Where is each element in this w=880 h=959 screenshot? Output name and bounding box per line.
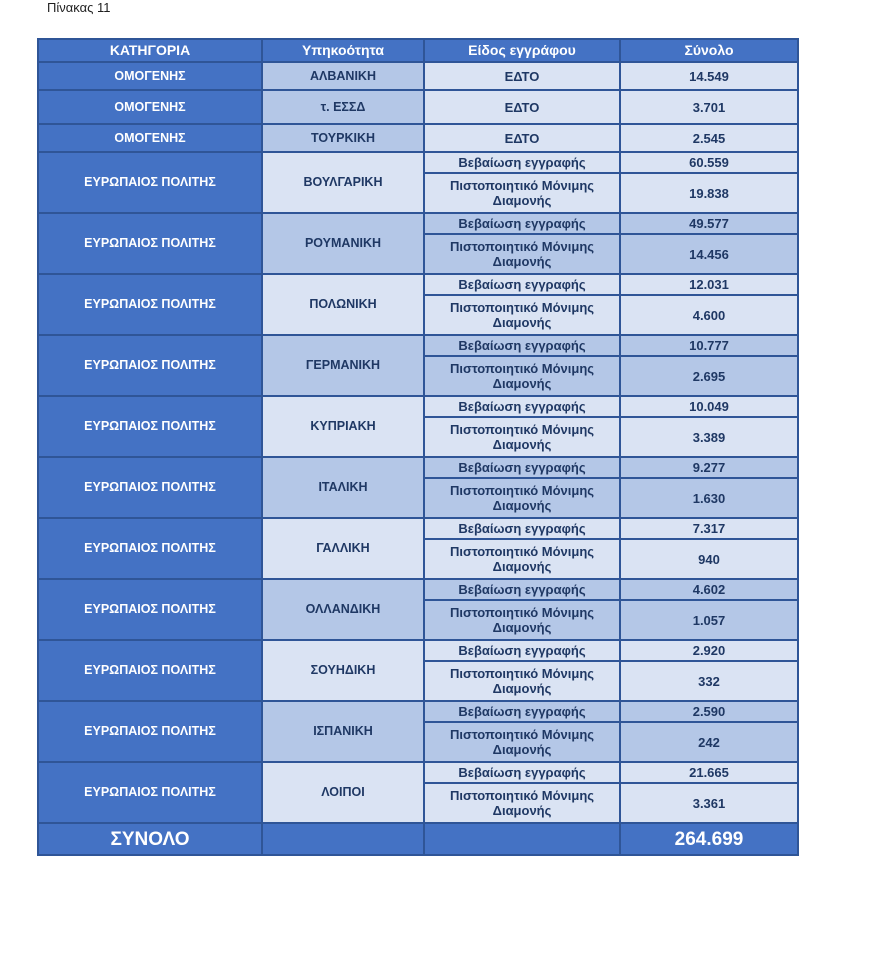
- total-cell: 7.317: [620, 518, 798, 539]
- total-cell: 3.389: [620, 417, 798, 457]
- document-type-cell: Πιστοποιητικό Μόνιμης Διαμονής: [424, 539, 620, 579]
- document-type-cell: Βεβαίωση εγγραφής: [424, 640, 620, 661]
- table-row: [38, 579, 798, 600]
- table-row: [38, 518, 798, 539]
- total-cell: 14.456: [620, 234, 798, 274]
- footer-grand-total: 264.699: [620, 823, 798, 855]
- nationality-cell: ΙΣΠΑΝΙΚΗ: [262, 701, 424, 762]
- total-cell: 14.549: [620, 62, 798, 90]
- document-type-cell: Πιστοποιητικό Μόνιμης Διαμονής: [424, 234, 620, 274]
- category-cell: ΕΥΡΩΠΑΙΟΣ ΠΟΛΙΤΗΣ: [38, 640, 262, 701]
- total-cell: 2.590: [620, 701, 798, 722]
- document-type-cell: Βεβαίωση εγγραφής: [424, 396, 620, 417]
- document-type-cell: Βεβαίωση εγγραφής: [424, 274, 620, 295]
- document-type-cell: Πιστοποιητικό Μόνιμης Διαμονής: [424, 417, 620, 457]
- category-cell: ΕΥΡΩΠΑΙΟΣ ΠΟΛΙΤΗΣ: [38, 396, 262, 457]
- document-type-cell: ΕΔΤΟ: [424, 90, 620, 124]
- category-cell: ΟΜΟΓΕΝΗΣ: [38, 124, 262, 152]
- table-row: [38, 457, 798, 478]
- table-row: [38, 124, 798, 152]
- table-caption: Πίνακας 11: [47, 0, 111, 15]
- total-cell: 3.701: [620, 90, 798, 124]
- residence-permits-table: [37, 38, 799, 856]
- category-cell: ΟΜΟΓΕΝΗΣ: [38, 90, 262, 124]
- document-type-cell: Πιστοποιητικό Μόνιμης Διαμονής: [424, 783, 620, 823]
- footer-empty-cell: [262, 823, 424, 855]
- total-cell: 2.695: [620, 356, 798, 396]
- document-type-cell: Πιστοποιητικό Μόνιμης Διαμονής: [424, 356, 620, 396]
- table-row: [38, 90, 798, 124]
- total-cell: 12.031: [620, 274, 798, 295]
- nationality-cell: τ. ΕΣΣΔ: [262, 90, 424, 124]
- total-cell: 60.559: [620, 152, 798, 173]
- nationality-cell: ΤΟΥΡΚΙΚΗ: [262, 124, 424, 152]
- header-document-type: Είδος εγγράφου: [424, 39, 620, 62]
- document-type-cell: Πιστοποιητικό Μόνιμης Διαμονής: [424, 173, 620, 213]
- total-cell: 1.057: [620, 600, 798, 640]
- nationality-cell: ΑΛΒΑΝΙΚΗ: [262, 62, 424, 90]
- nationality-cell: ΓΑΛΛΙΚΗ: [262, 518, 424, 579]
- table-row: [38, 762, 798, 783]
- document-type-cell: Πιστοποιητικό Μόνιμης Διαμονής: [424, 661, 620, 701]
- total-cell: 21.665: [620, 762, 798, 783]
- nationality-cell: ΛΟΙΠΟΙ: [262, 762, 424, 823]
- category-cell: ΕΥΡΩΠΑΙΟΣ ΠΟΛΙΤΗΣ: [38, 457, 262, 518]
- table-row: [38, 213, 798, 234]
- document-type-cell: Βεβαίωση εγγραφής: [424, 762, 620, 783]
- total-cell: 9.277: [620, 457, 798, 478]
- document-type-cell: Πιστοποιητικό Μόνιμης Διαμονής: [424, 722, 620, 762]
- document-type-cell: Πιστοποιητικό Μόνιμης Διαμονής: [424, 478, 620, 518]
- category-cell: ΕΥΡΩΠΑΙΟΣ ΠΟΛΙΤΗΣ: [38, 701, 262, 762]
- table-row: [38, 152, 798, 173]
- table-row: [38, 335, 798, 356]
- total-cell: 4.602: [620, 579, 798, 600]
- category-cell: ΕΥΡΩΠΑΙΟΣ ΠΟΛΙΤΗΣ: [38, 274, 262, 335]
- category-cell: ΕΥΡΩΠΑΙΟΣ ΠΟΛΙΤΗΣ: [38, 762, 262, 823]
- category-cell: ΕΥΡΩΠΑΙΟΣ ΠΟΛΙΤΗΣ: [38, 335, 262, 396]
- header-row: [38, 39, 798, 62]
- total-cell: 10.049: [620, 396, 798, 417]
- nationality-cell: ΓΕΡΜΑΝΙΚΗ: [262, 335, 424, 396]
- nationality-cell: ΒΟΥΛΓΑΡΙΚΗ: [262, 152, 424, 213]
- footer-empty-cell: [424, 823, 620, 855]
- document-type-cell: Πιστοποιητικό Μόνιμης Διαμονής: [424, 295, 620, 335]
- footer-row: [38, 823, 798, 855]
- table-row: [38, 62, 798, 90]
- total-cell: 2.920: [620, 640, 798, 661]
- table-row: [38, 640, 798, 661]
- nationality-cell: ΡΟΥΜΑΝΙΚΗ: [262, 213, 424, 274]
- nationality-cell: ΟΛΛΑΝΔΙΚΗ: [262, 579, 424, 640]
- header-nationality: Υπηκοότητα: [262, 39, 424, 62]
- nationality-cell: ΣΟΥΗΔΙΚΗ: [262, 640, 424, 701]
- document-type-cell: Πιστοποιητικό Μόνιμης Διαμονής: [424, 600, 620, 640]
- nationality-cell: ΠΟΛΩΝΙΚΗ: [262, 274, 424, 335]
- total-cell: 10.777: [620, 335, 798, 356]
- total-cell: 2.545: [620, 124, 798, 152]
- document-type-cell: Βεβαίωση εγγραφής: [424, 335, 620, 356]
- document-type-cell: Βεβαίωση εγγραφής: [424, 152, 620, 173]
- table-row: [38, 701, 798, 722]
- document-type-cell: Βεβαίωση εγγραφής: [424, 579, 620, 600]
- document-type-cell: ΕΔΤΟ: [424, 62, 620, 90]
- document-type-cell: ΕΔΤΟ: [424, 124, 620, 152]
- document-type-cell: Βεβαίωση εγγραφής: [424, 213, 620, 234]
- total-cell: 4.600: [620, 295, 798, 335]
- category-cell: ΟΜΟΓΕΝΗΣ: [38, 62, 262, 90]
- header-total: Σύνολο: [620, 39, 798, 62]
- total-cell: 1.630: [620, 478, 798, 518]
- header-category: ΚΑΤΗΓΟΡΙΑ: [38, 39, 262, 62]
- total-cell: 19.838: [620, 173, 798, 213]
- total-cell: 49.577: [620, 213, 798, 234]
- document-type-cell: Βεβαίωση εγγραφής: [424, 457, 620, 478]
- total-cell: 940: [620, 539, 798, 579]
- table-row: [38, 274, 798, 295]
- nationality-cell: ΙΤΑΛΙΚΗ: [262, 457, 424, 518]
- table-row: [38, 396, 798, 417]
- document-type-cell: Βεβαίωση εγγραφής: [424, 701, 620, 722]
- total-cell: 242: [620, 722, 798, 762]
- footer-label: ΣΥΝΟΛΟ: [38, 823, 262, 855]
- document-type-cell: Βεβαίωση εγγραφής: [424, 518, 620, 539]
- total-cell: 332: [620, 661, 798, 701]
- category-cell: ΕΥΡΩΠΑΙΟΣ ΠΟΛΙΤΗΣ: [38, 579, 262, 640]
- nationality-cell: ΚΥΠΡΙΑΚΗ: [262, 396, 424, 457]
- category-cell: ΕΥΡΩΠΑΙΟΣ ΠΟΛΙΤΗΣ: [38, 152, 262, 213]
- table-body: [38, 62, 798, 823]
- total-cell: 3.361: [620, 783, 798, 823]
- category-cell: ΕΥΡΩΠΑΙΟΣ ΠΟΛΙΤΗΣ: [38, 213, 262, 274]
- category-cell: ΕΥΡΩΠΑΙΟΣ ΠΟΛΙΤΗΣ: [38, 518, 262, 579]
